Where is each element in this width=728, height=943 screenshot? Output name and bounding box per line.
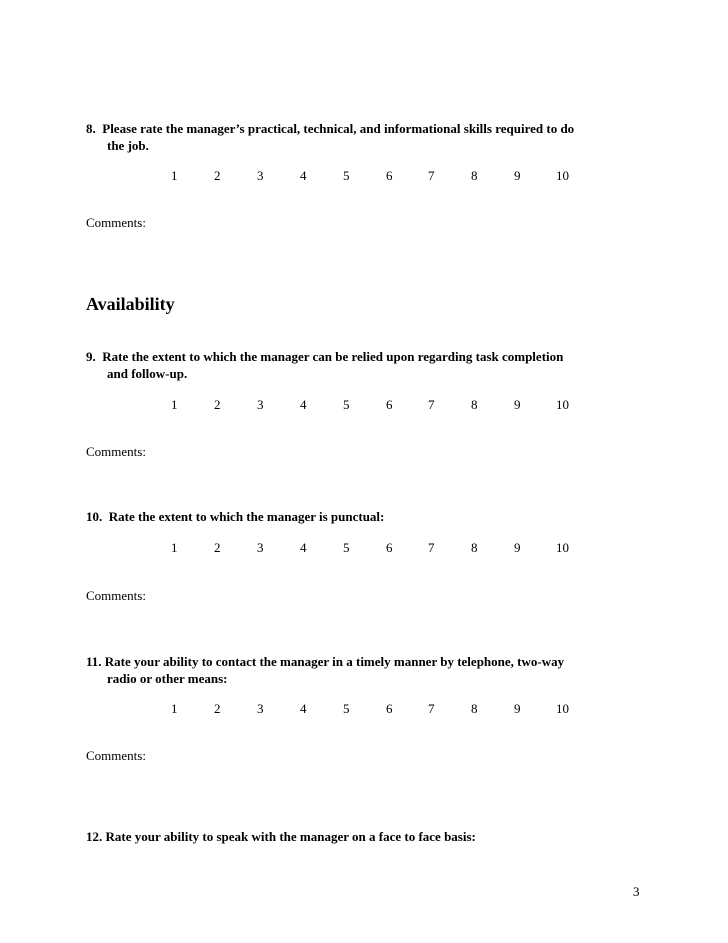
rating-scale-10 bbox=[0, 540, 728, 556]
rating-option[interactable]: 7 bbox=[428, 168, 435, 183]
rating-option[interactable]: 9 bbox=[514, 701, 521, 716]
rating-option[interactable]: 4 bbox=[300, 701, 307, 716]
question-9 bbox=[86, 348, 646, 382]
question-text: Rate your ability to speak with the manager on a face to face basis: bbox=[105, 829, 476, 844]
rating-option[interactable]: 8 bbox=[471, 540, 478, 555]
rating-option[interactable]: 3 bbox=[257, 701, 264, 716]
rating-scale-9 bbox=[0, 397, 728, 413]
rating-option[interactable]: 10 bbox=[556, 397, 569, 412]
question-number: 11. bbox=[86, 654, 102, 669]
rating-scale-11 bbox=[0, 701, 728, 717]
comments-label: Comments: bbox=[86, 748, 146, 763]
rating-option[interactable]: 6 bbox=[386, 701, 393, 716]
rating-option[interactable]: 6 bbox=[386, 168, 393, 183]
rating-option[interactable]: 10 bbox=[556, 701, 569, 716]
page-number: 3 bbox=[633, 884, 640, 899]
rating-option[interactable]: 4 bbox=[300, 397, 307, 412]
question-8 bbox=[86, 120, 646, 154]
rating-option[interactable]: 1 bbox=[171, 168, 178, 183]
rating-option[interactable]: 7 bbox=[428, 397, 435, 412]
question-text-continued: the job. bbox=[107, 138, 149, 153]
rating-option[interactable]: 7 bbox=[428, 540, 435, 555]
rating-option[interactable]: 5 bbox=[343, 168, 350, 183]
rating-option[interactable]: 8 bbox=[471, 701, 478, 716]
question-text-continued: radio or other means: bbox=[107, 671, 228, 686]
comments-label: Comments: bbox=[86, 588, 146, 603]
question-number: 9. bbox=[86, 349, 96, 364]
rating-option[interactable]: 9 bbox=[514, 168, 521, 183]
comments-label: Comments: bbox=[86, 444, 146, 459]
rating-option[interactable]: 8 bbox=[471, 397, 478, 412]
rating-option[interactable]: 4 bbox=[300, 540, 307, 555]
rating-option[interactable]: 1 bbox=[171, 701, 178, 716]
question-text: Rate your ability to contact the manager in a timely manner by telephone, two-way bbox=[104, 654, 565, 669]
question-text: Please rate the manager’s practical, technical, and informational skills required to do bbox=[102, 121, 575, 136]
rating-option[interactable]: 7 bbox=[428, 701, 435, 716]
comments-label: Comments: bbox=[86, 215, 146, 230]
rating-option[interactable]: 3 bbox=[257, 397, 264, 412]
rating-option[interactable]: 2 bbox=[214, 540, 221, 555]
rating-option[interactable]: 5 bbox=[343, 540, 350, 555]
rating-option[interactable]: 4 bbox=[300, 168, 307, 183]
rating-option[interactable]: 6 bbox=[386, 397, 393, 412]
question-12 bbox=[86, 828, 646, 845]
rating-scale-8 bbox=[0, 168, 728, 184]
rating-option[interactable]: 9 bbox=[514, 540, 521, 555]
rating-option[interactable]: 10 bbox=[556, 168, 569, 183]
question-number: 12. bbox=[86, 829, 103, 844]
rating-option[interactable]: 2 bbox=[214, 701, 221, 716]
question-number: 8. bbox=[86, 121, 96, 136]
rating-option[interactable]: 8 bbox=[471, 168, 478, 183]
rating-option[interactable]: 3 bbox=[257, 540, 264, 555]
rating-option[interactable]: 5 bbox=[343, 397, 350, 412]
question-text-continued: and follow-up. bbox=[107, 366, 188, 381]
question-10 bbox=[86, 508, 646, 525]
question-11 bbox=[86, 653, 646, 687]
rating-option[interactable]: 3 bbox=[257, 168, 264, 183]
rating-option[interactable]: 5 bbox=[343, 701, 350, 716]
rating-option[interactable]: 6 bbox=[386, 540, 393, 555]
rating-option[interactable]: 1 bbox=[171, 397, 178, 412]
question-number: 10. bbox=[86, 509, 103, 524]
question-text: Rate the extent to which the manager is punctual: bbox=[108, 509, 385, 524]
question-text: Rate the extent to which the manager can be relied upon regarding task completion bbox=[102, 349, 564, 364]
rating-option[interactable]: 2 bbox=[214, 397, 221, 412]
rating-option[interactable]: 1 bbox=[171, 540, 178, 555]
rating-option[interactable]: 10 bbox=[556, 540, 569, 555]
rating-option[interactable]: 9 bbox=[514, 397, 521, 412]
section-heading: Availability bbox=[86, 294, 175, 314]
rating-option[interactable]: 2 bbox=[214, 168, 221, 183]
